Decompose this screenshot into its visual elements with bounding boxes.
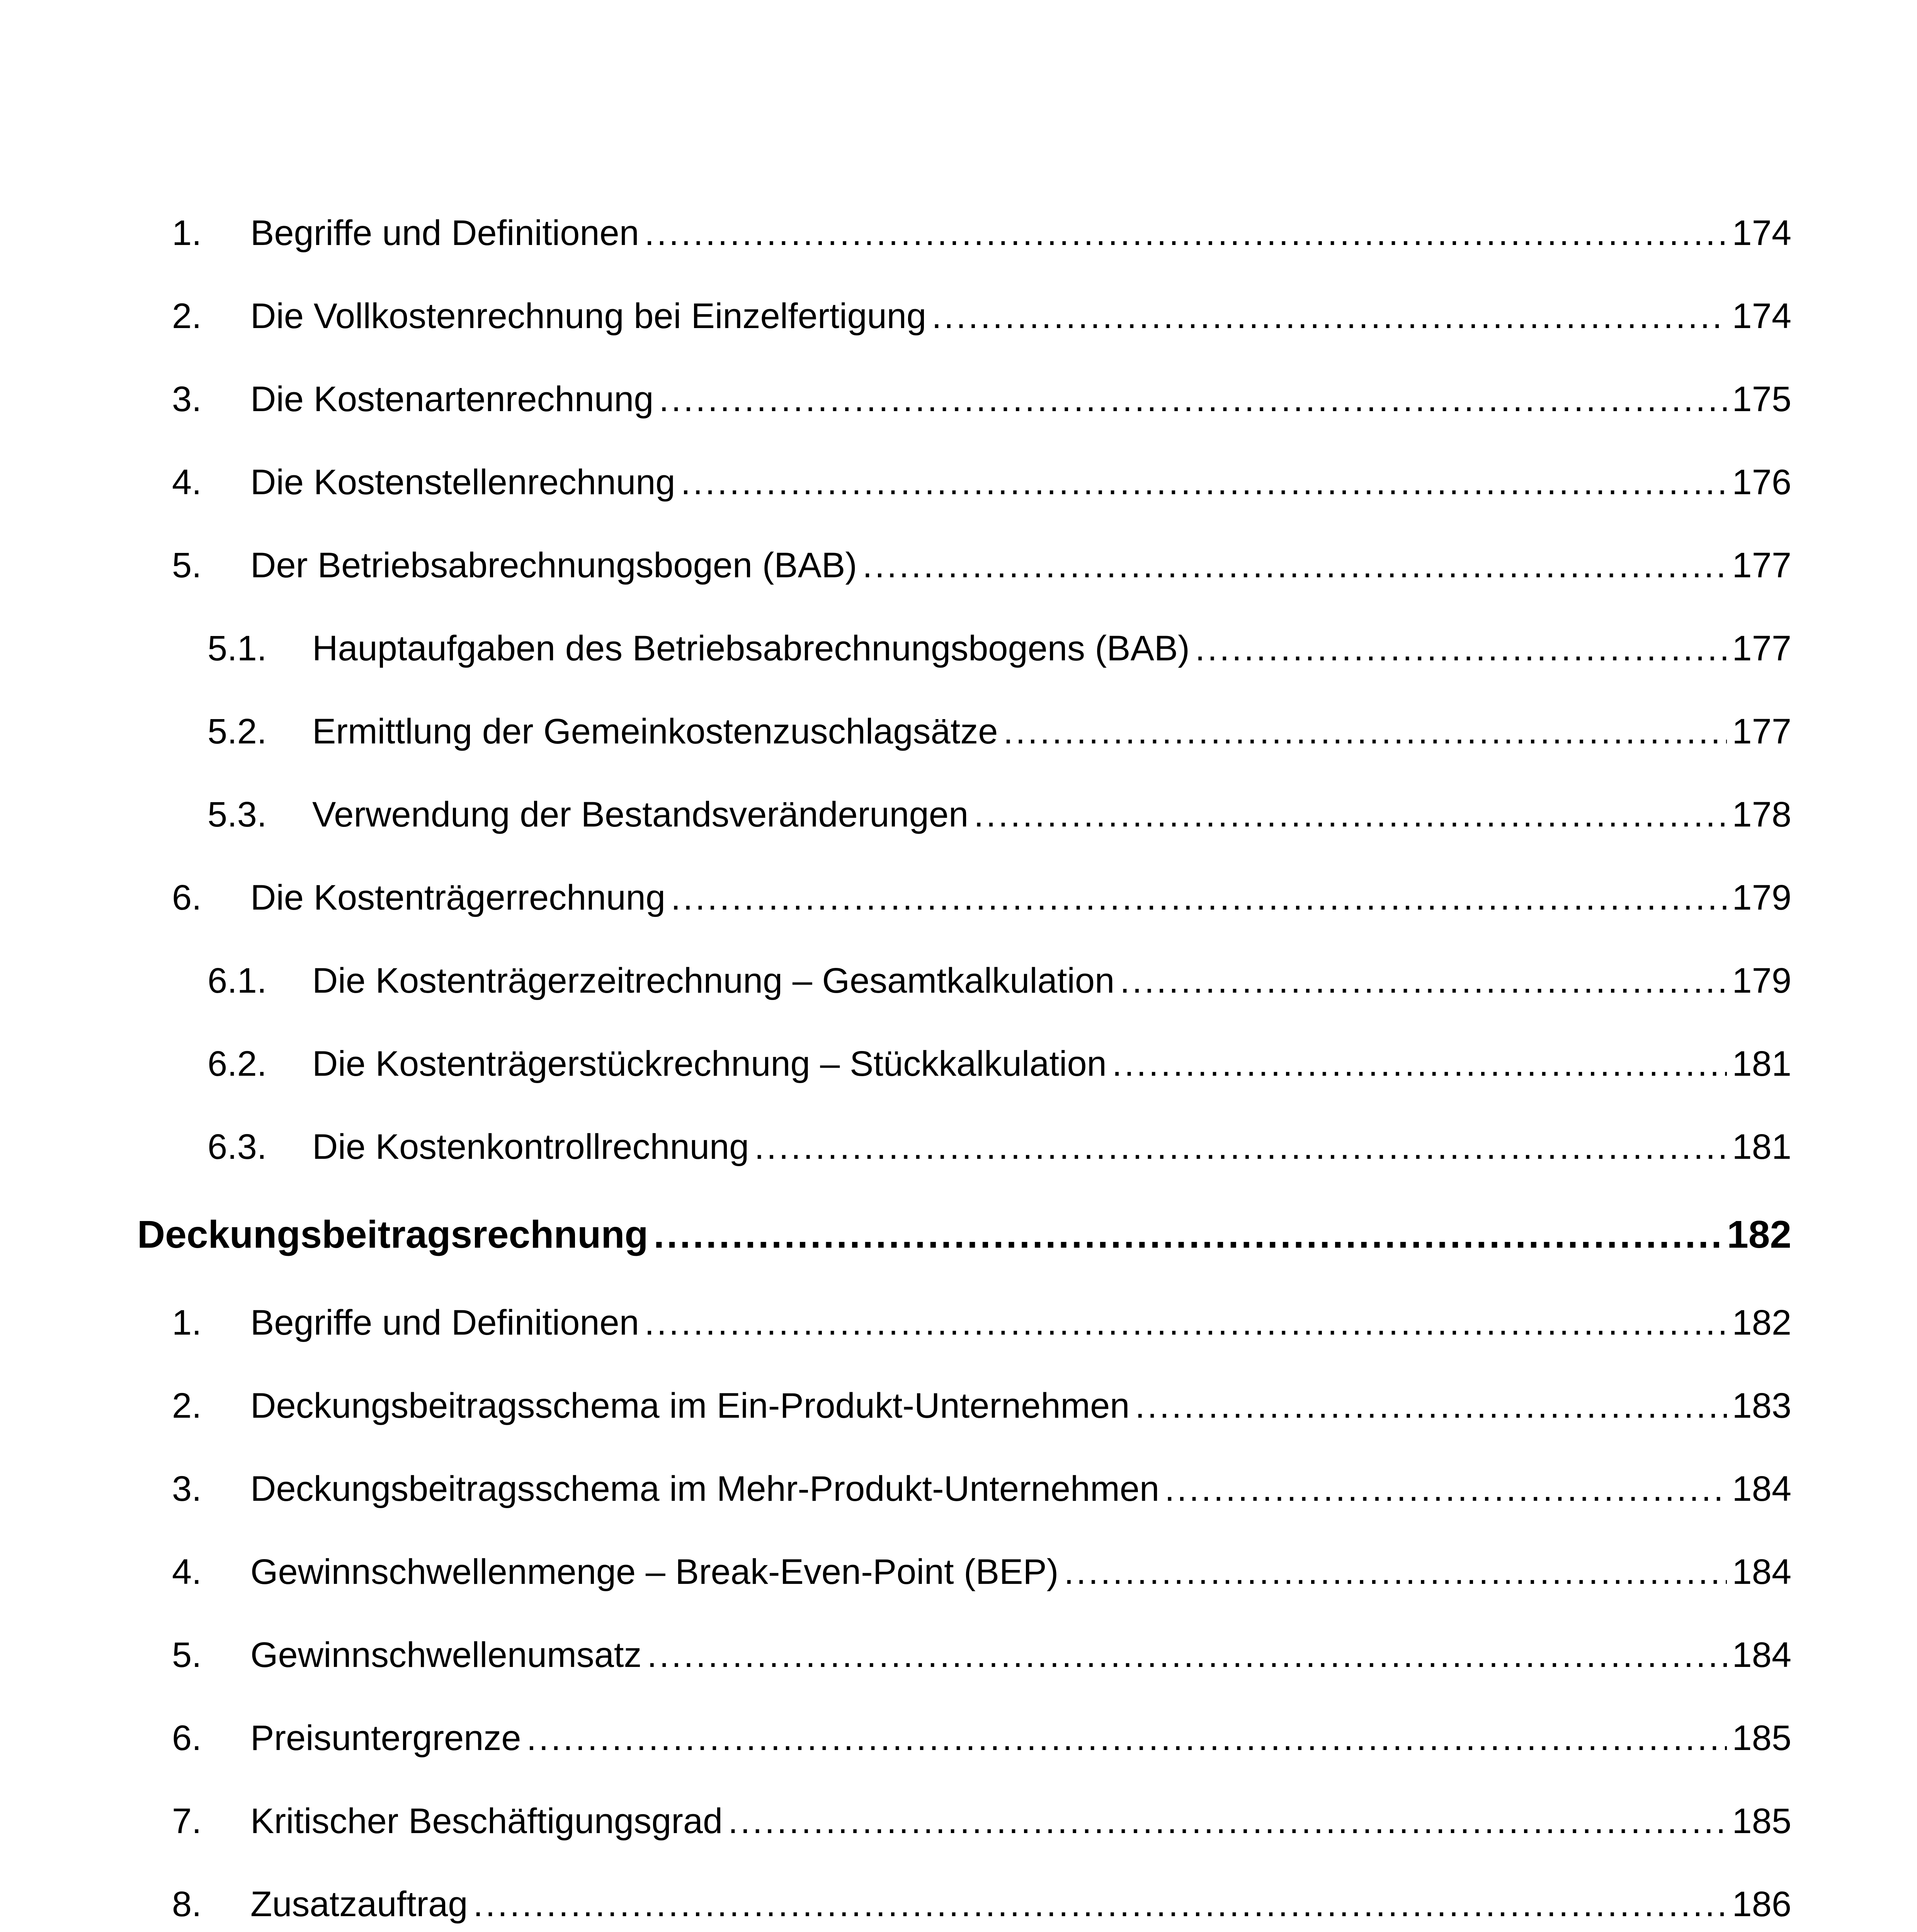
toc-entry-number: 5. (172, 1635, 202, 1675)
toc-entry-body (250, 544, 1791, 587)
toc-entry[interactable] (0, 274, 1917, 357)
toc-entry-number: 1. (172, 1303, 202, 1342)
toc-leader-dots (671, 876, 1727, 919)
toc-subentry[interactable] (0, 1022, 1917, 1105)
toc-entry-body (250, 876, 1791, 919)
toc-entry-title: Ermittlung der Gemeinkostenzuschlagsätze (312, 711, 998, 751)
toc-entry-page: 181 (1732, 1127, 1791, 1167)
toc-entry-number: 2. (172, 296, 202, 336)
toc-entry-title: Deckungsbeitragsschema im Ein-Produkt-Unternehmen (250, 1386, 1130, 1425)
toc-entry-page: 183 (1732, 1386, 1791, 1425)
toc-entry-page: 184 (1732, 1552, 1791, 1592)
toc-entry[interactable] (0, 191, 1917, 274)
toc-entry-body (250, 461, 1791, 503)
toc-entry-number: 5.1. (208, 628, 267, 668)
toc-entry-body (250, 1883, 1791, 1925)
toc-entry-number: 5.2. (208, 711, 267, 751)
toc-entry-body (250, 1634, 1791, 1676)
toc-entry[interactable] (0, 1779, 1917, 1862)
toc-entry-body (137, 1213, 1791, 1256)
toc-entry-number: 1. (172, 213, 202, 253)
toc-leader-dots (1135, 1384, 1726, 1427)
toc-entry-number: 6. (172, 878, 202, 917)
toc-leader-dots (754, 1126, 1726, 1168)
toc-leader-dots (1064, 1551, 1726, 1593)
toc-entry-body (250, 1800, 1791, 1842)
toc-leader-dots (862, 544, 1726, 587)
toc-leader-dots (645, 1301, 1727, 1344)
toc-entry-title: Kritischer Beschäftigungsgrad (250, 1801, 723, 1841)
toc-entry-number: 4. (172, 1552, 202, 1592)
toc-entry-number: 3. (172, 379, 202, 419)
toc-leader-dots (681, 461, 1727, 503)
toc-leader-dots (1003, 710, 1726, 753)
toc-entry-page: 185 (1732, 1801, 1791, 1841)
toc-entry[interactable] (0, 524, 1917, 607)
toc-entry-page: 177 (1732, 711, 1791, 751)
toc-chapter-page: 182 (1727, 1213, 1791, 1256)
toc-entry-title: Begriffe und Definitionen (250, 213, 639, 253)
toc-entry-page: 184 (1732, 1635, 1791, 1675)
toc-leader-dots (1165, 1468, 1726, 1510)
toc-entry[interactable] (0, 1281, 1917, 1364)
toc-entry[interactable] (0, 1862, 1917, 1932)
toc-entry-body (312, 959, 1791, 1002)
toc-entry-number: 6.3. (208, 1127, 267, 1167)
toc-entry-body (312, 793, 1791, 836)
toc-entry-body (250, 1551, 1791, 1593)
toc-leader-dots (654, 1213, 1722, 1256)
toc-entry-title: Die Kostenträgerzeitrechnung – Gesamtkalkulation (312, 961, 1115, 1000)
toc-entry[interactable] (0, 1530, 1917, 1613)
toc-entry-number: 5.3. (208, 794, 267, 834)
toc-entry-page: 177 (1732, 545, 1791, 585)
toc-entry-number: 8. (172, 1884, 202, 1924)
toc-entry-number: 5. (172, 545, 202, 585)
toc-entry-title: Die Vollkostenrechnung bei Einzelfertigung (250, 296, 927, 336)
toc-entry-title: Die Kostenstellenrechnung (250, 462, 675, 502)
toc-leader-dots (527, 1717, 1727, 1759)
toc-entry-title: Verwendung der Bestandsveränderungen (312, 794, 969, 834)
table-of-contents (0, 191, 1917, 1932)
toc-entry-title: Deckungsbeitragsschema im Mehr-Produkt-Unternehmen (250, 1469, 1160, 1509)
toc-entry-body (250, 212, 1791, 254)
toc-leader-dots (1112, 1043, 1727, 1085)
toc-entry-number: 6.1. (208, 961, 267, 1000)
toc-entry-page: 182 (1732, 1303, 1791, 1342)
toc-entry-title: Die Kostenträgerrechnung (250, 878, 665, 917)
toc-entry-body (250, 295, 1791, 337)
toc-leader-dots (974, 793, 1726, 836)
toc-entry[interactable] (0, 856, 1917, 939)
toc-entry-page: 174 (1732, 296, 1791, 336)
toc-entry-title: Preisuntergrenze (250, 1718, 521, 1758)
toc-entry-number: 2. (172, 1386, 202, 1425)
toc-subentry[interactable] (0, 607, 1917, 690)
toc-entry-body (250, 378, 1791, 420)
toc-entry-number: 7. (172, 1801, 202, 1841)
toc-entry-title: Begriffe und Definitionen (250, 1303, 639, 1342)
toc-entry-page: 179 (1732, 961, 1791, 1000)
toc-entry-body (312, 1043, 1791, 1085)
toc-subentry[interactable] (0, 939, 1917, 1022)
toc-entry-body (250, 1384, 1791, 1427)
toc-entry-title: Gewinnschwellenumsatz (250, 1635, 642, 1675)
toc-entry-page: 181 (1732, 1044, 1791, 1083)
toc-entry-page: 184 (1732, 1469, 1791, 1509)
toc-leader-dots (1120, 959, 1726, 1002)
toc-entry-number: 3. (172, 1469, 202, 1509)
toc-entry-body (250, 1717, 1791, 1759)
toc-subentry[interactable] (0, 690, 1917, 773)
toc-entry-title: Hauptaufgaben des Betriebsabrechnungsbogens (BAB) (312, 628, 1190, 668)
toc-entry-title: Die Kostenträgerstückrechnung – Stückkalkulation (312, 1044, 1107, 1083)
toc-entry-title: Die Kostenartenrechnung (250, 379, 654, 419)
toc-chapter-title: Deckungsbeitragsrechnung (137, 1213, 648, 1256)
toc-entry-page: 178 (1732, 794, 1791, 834)
toc-entry-page: 185 (1732, 1718, 1791, 1758)
toc-leader-dots (659, 378, 1726, 420)
toc-entry[interactable] (0, 1447, 1917, 1530)
toc-entry-page: 186 (1732, 1884, 1791, 1924)
toc-entry-number: 4. (172, 462, 202, 502)
toc-entry-page: 179 (1732, 878, 1791, 917)
toc-entry-body (312, 1126, 1791, 1168)
toc-entry-title: Zusatzauftrag (250, 1884, 468, 1924)
toc-entry-page: 177 (1732, 628, 1791, 668)
toc-leader-dots (1195, 627, 1727, 670)
toc-leader-dots (473, 1883, 1727, 1925)
toc-subentry[interactable] (0, 773, 1917, 856)
toc-leader-dots (728, 1800, 1726, 1842)
toc-entry-number: 6.2. (208, 1044, 267, 1083)
toc-leader-dots (932, 295, 1726, 337)
toc-entry-body (250, 1468, 1791, 1510)
toc-entry-body (312, 710, 1791, 753)
toc-entry-body (312, 627, 1791, 670)
toc-entry-title: Gewinnschwellenmenge – Break-Even-Point (BEP) (250, 1552, 1059, 1592)
toc-entry-page: 174 (1732, 213, 1791, 253)
toc-entry[interactable] (0, 1364, 1917, 1447)
toc-entry-page: 176 (1732, 462, 1791, 502)
toc-entry[interactable] (0, 440, 1917, 524)
toc-entry[interactable] (0, 1696, 1917, 1779)
toc-chapter-heading[interactable] (0, 1188, 1917, 1281)
toc-entry-number: 6. (172, 1718, 202, 1758)
toc-entry-title: Die Kostenkontrollrechnung (312, 1127, 749, 1167)
toc-leader-dots (645, 212, 1727, 254)
toc-entry[interactable] (0, 1613, 1917, 1696)
toc-entry-title: Der Betriebsabrechnungsbogen (BAB) (250, 545, 857, 585)
toc-entry-page: 175 (1732, 379, 1791, 419)
toc-entry-body (250, 1301, 1791, 1344)
toc-subentry[interactable] (0, 1105, 1917, 1188)
toc-leader-dots (647, 1634, 1726, 1676)
toc-entry[interactable] (0, 357, 1917, 440)
